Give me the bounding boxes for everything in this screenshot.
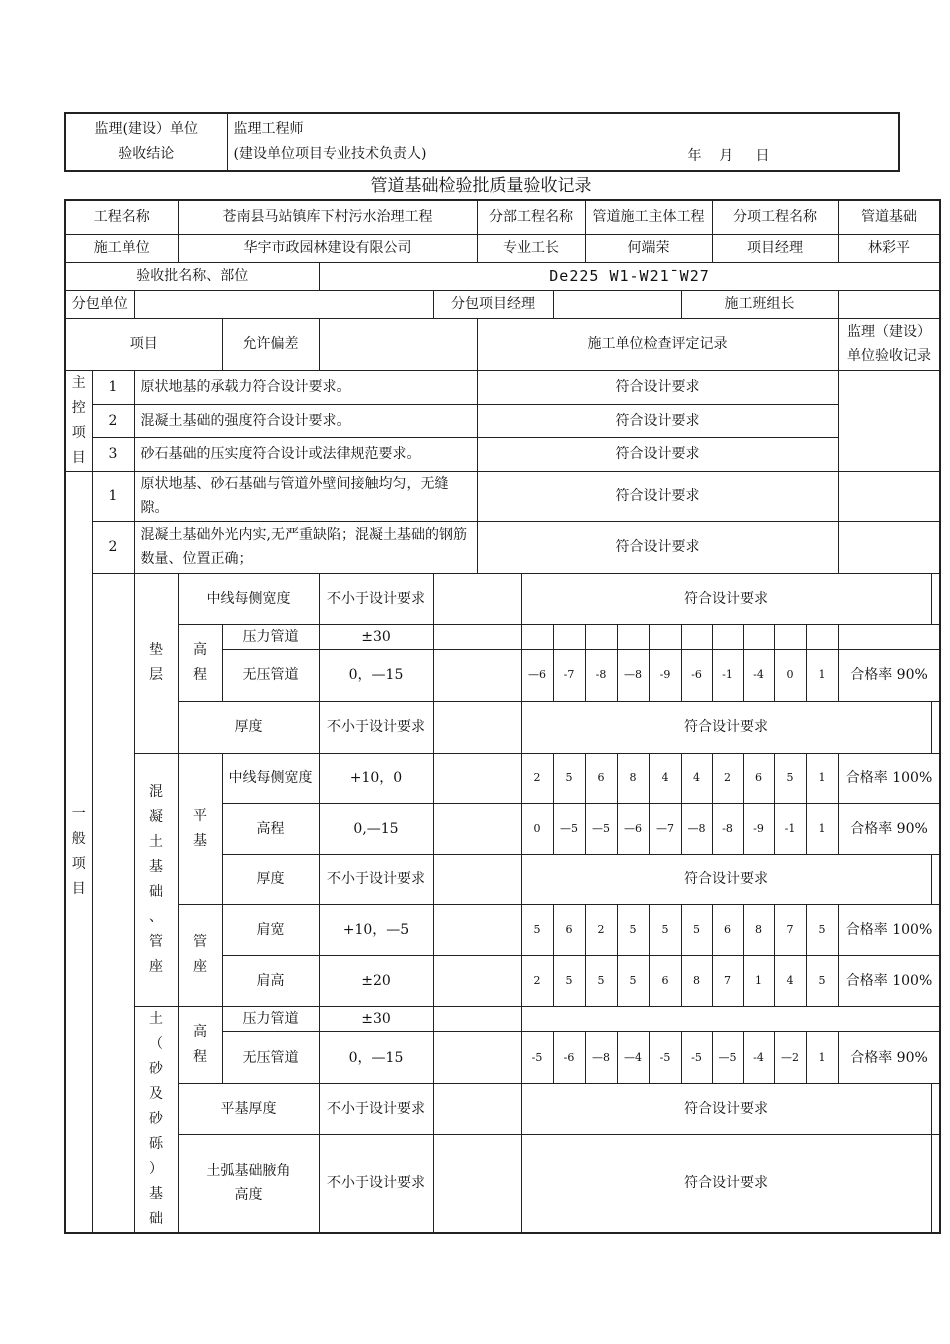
value-cell: -9 — [743, 803, 774, 854]
value-cell: 2 — [521, 955, 553, 1006]
sub-manager-label: 分包项目经理 — [433, 290, 553, 318]
value-cell: 5 — [553, 955, 585, 1006]
sub-manager-value — [553, 290, 681, 318]
cushion-char: 层 — [149, 667, 163, 683]
page-title: 管道基础检验批质量验收记录 — [370, 176, 592, 196]
row-supervision — [931, 573, 940, 624]
elev-char: 高 — [193, 641, 207, 658]
row-tol-blank — [433, 1134, 521, 1232]
value-cell — [806, 624, 838, 649]
row-tol-blank — [433, 803, 521, 854]
pass-rate: 合格率 90% — [838, 803, 940, 854]
concrete-shoulder-width-row — [65, 904, 940, 955]
row-tol-blank — [433, 1084, 521, 1135]
row-tol-blank — [433, 1006, 521, 1031]
soil-char: 基 — [149, 1185, 163, 1202]
row-result: 符合设计要求 — [521, 701, 931, 753]
header-row-project — [65, 200, 940, 234]
row-tol: 不小于设计要求 — [319, 573, 433, 624]
value-blank — [521, 1006, 838, 1031]
elev-char: 程 — [193, 1048, 207, 1065]
value-cell: -4 — [743, 649, 774, 701]
row-name: 高程 — [222, 803, 319, 854]
value-cell — [681, 624, 712, 649]
pass-rate: 合格率 100% — [838, 904, 940, 955]
general-supervision — [838, 521, 940, 573]
concrete-label — [134, 753, 178, 1006]
value-cell: —8 — [681, 803, 712, 854]
soil-char: （ — [149, 1035, 163, 1052]
value-cell: -8 — [585, 649, 617, 701]
col-check-record: 施工单位检查评定记录 — [477, 318, 838, 370]
seat-char: 座 — [193, 959, 207, 975]
pass-rate: 合格率 100% — [838, 955, 940, 1006]
soil-flat-thickness-row — [65, 1084, 940, 1135]
manager-label: 项目经理 — [712, 234, 838, 262]
value-cell: 5 — [774, 753, 806, 803]
row-tol-blank — [433, 1031, 521, 1084]
row-result: 符合设计要求 — [521, 854, 931, 904]
general-char: 一 — [71, 805, 86, 822]
value-cell: 5 — [585, 955, 617, 1006]
main-row-1 — [65, 370, 940, 404]
row-tol-blank — [433, 753, 521, 803]
sign-unit-label-line1: 监理(建设）单位 — [94, 121, 198, 137]
value-cell: 1 — [806, 803, 838, 854]
row-tol-blank — [433, 904, 521, 955]
soil-char: 砂 — [149, 1060, 163, 1077]
subcontractor-value — [134, 290, 433, 318]
value-cell: 1 — [806, 649, 838, 701]
item-project: 管道基础 — [838, 200, 940, 234]
row-result: 符合设计要求 — [521, 573, 931, 624]
row-name: 压力管道 — [222, 1006, 319, 1031]
general-char: 般 — [71, 830, 86, 847]
batch-value: De225 W1-W21¯W27 — [319, 262, 940, 290]
value-cell: 5 — [521, 904, 553, 955]
elev-char: 高 — [193, 1023, 207, 1040]
foreman: 何端荣 — [585, 234, 712, 262]
row-name: 压力管道 — [222, 624, 319, 649]
value-cell — [743, 624, 774, 649]
value-cell: 7 — [774, 904, 806, 955]
seat-label — [178, 904, 222, 1006]
main-control-char: 控 — [71, 399, 86, 416]
soil-char: 及 — [149, 1085, 163, 1102]
concrete-char: 土 — [149, 833, 163, 850]
value-cell — [553, 624, 585, 649]
value-cell: 6 — [712, 904, 743, 955]
item-text: 混凝土基础外光内实,无严重缺陷；混凝土基础的钢筋数量、位置正确； — [134, 521, 477, 573]
value-cell: -6 — [681, 649, 712, 701]
value-cell: -8 — [712, 803, 743, 854]
main-control-label — [65, 370, 92, 471]
item-text: 原状地基的承载力符合设计要求。 — [134, 370, 477, 404]
soil-char: 砂 — [149, 1110, 163, 1127]
row-name: 厚度 — [222, 854, 319, 904]
value-cell: 1 — [806, 753, 838, 803]
sign-unit-label — [65, 113, 227, 171]
value-cell: 0 — [774, 649, 806, 701]
soil-char: 土 — [149, 1010, 163, 1027]
item-text: 砂石基础的压实度符合设计或法律规范要求。 — [134, 437, 477, 471]
row-name: 土弧基础腋角高度 — [178, 1134, 319, 1232]
value-cell: —7 — [649, 803, 681, 854]
row-tol: 不小于设计要求 — [319, 701, 433, 753]
concrete-char: 座 — [149, 958, 163, 975]
cushion-char: 垫 — [149, 642, 163, 658]
concrete-char: 凝 — [149, 808, 163, 825]
value-cell: -1 — [712, 649, 743, 701]
general-sub-blank — [92, 573, 134, 1233]
item-result: 符合设计要求 — [477, 370, 838, 404]
value-cell — [712, 624, 743, 649]
row-tol: 不小于设计要求 — [319, 1134, 433, 1232]
row-tol-blank — [433, 573, 521, 624]
pass-rate: 合格率 100% — [838, 753, 940, 803]
value-cell: 5 — [553, 753, 585, 803]
value-cell: -5 — [681, 1031, 712, 1084]
team-leader-label: 施工班组长 — [681, 290, 838, 318]
value-cell: —4 — [617, 1031, 649, 1084]
project-name: 苍南县马站镇库下村污水治理工程 — [178, 200, 477, 234]
col-tolerance-blank — [319, 318, 477, 370]
row-tol: 0,—15 — [319, 803, 433, 854]
row-tol: 0，—15 — [319, 649, 433, 701]
value-cell: -1 — [774, 803, 806, 854]
value-cell — [774, 624, 806, 649]
value-cell: 1 — [743, 955, 774, 1006]
row-name: 中线每侧宽度 — [222, 753, 319, 803]
item-result: 符合设计要求 — [477, 404, 838, 437]
concrete-char: 管 — [149, 933, 163, 950]
value-cell: 6 — [553, 904, 585, 955]
sign-content — [227, 113, 899, 171]
row-supervision — [838, 624, 940, 649]
value-cell: 5 — [617, 955, 649, 1006]
value-cell: 5 — [617, 904, 649, 955]
owner-label: (建设单位项目专业技术负责人) — [233, 146, 427, 162]
value-cell: 6 — [649, 955, 681, 1006]
item-no: 2 — [92, 521, 134, 573]
subcontractor-label: 分包单位 — [65, 290, 134, 318]
row-name: 中线每侧宽度 — [178, 573, 319, 624]
value-cell: 8 — [617, 753, 649, 803]
sub-project-label: 分部工程名称 — [477, 200, 585, 234]
value-cell: 7 — [712, 955, 743, 1006]
sub-project: 管道施工主体工程 — [585, 200, 712, 234]
col-supervision-line1: 监理（建设） — [847, 324, 932, 340]
concrete-char: 基 — [149, 858, 163, 875]
item-no: 1 — [92, 370, 134, 404]
value-cell: —2 — [774, 1031, 806, 1084]
value-cell: -5 — [649, 1031, 681, 1084]
contractor-label: 施工单位 — [65, 234, 178, 262]
elev-label — [178, 1006, 222, 1084]
value-cell: —5 — [712, 1031, 743, 1084]
flat-char: 基 — [193, 832, 207, 849]
soil-char: ） — [149, 1160, 163, 1177]
date-label: 年 月 日 — [687, 148, 770, 164]
value-cell: 2 — [521, 753, 553, 803]
row-supervision — [838, 1006, 940, 1031]
value-cell: 2 — [585, 904, 617, 955]
main-row-2 — [65, 404, 940, 437]
value-cell: 4 — [649, 753, 681, 803]
general-char: 目 — [71, 880, 86, 897]
value-cell: 5 — [806, 955, 838, 1006]
value-cell: 4 — [774, 955, 806, 1006]
column-header-row — [65, 318, 940, 370]
sign-block-table — [64, 112, 900, 172]
record-table — [64, 199, 941, 1234]
row-supervision — [931, 1134, 940, 1232]
value-cell: —5 — [585, 803, 617, 854]
flat-label — [178, 753, 222, 904]
concrete-char: 础 — [149, 883, 163, 900]
row-name: 平基厚度 — [178, 1084, 319, 1135]
soil-char: 础 — [149, 1210, 163, 1227]
cushion-label — [134, 573, 178, 753]
value-cell: -4 — [743, 1031, 774, 1084]
team-leader-value — [838, 290, 940, 318]
main-control-char: 主 — [71, 374, 86, 391]
value-cell: 8 — [743, 904, 774, 955]
value-cell: 1 — [806, 1031, 838, 1084]
main-control-char: 项 — [71, 424, 86, 441]
main-row-3 — [65, 437, 940, 471]
main-control-char: 目 — [71, 449, 86, 466]
value-cell: 5 — [806, 904, 838, 955]
contractor: 华宇市政园林建设有限公司 — [178, 234, 477, 262]
row-tol: ±30 — [319, 1006, 433, 1031]
col-supervision-line2: 单位验收记录 — [847, 348, 932, 364]
header-row-contractor — [65, 234, 940, 262]
soil-char: 砾 — [149, 1135, 163, 1152]
value-cell — [585, 624, 617, 649]
soil-label — [134, 1006, 178, 1233]
general-row-2 — [65, 521, 940, 573]
row-supervision — [931, 854, 940, 904]
value-cell: 8 — [681, 955, 712, 1006]
value-cell: —6 — [617, 803, 649, 854]
row-tol: 不小于设计要求 — [319, 1084, 433, 1135]
general-label — [65, 471, 92, 1233]
row-supervision — [931, 701, 940, 753]
value-cell: —8 — [617, 649, 649, 701]
row-tol: +10，—5 — [319, 904, 433, 955]
value-cell: —8 — [585, 1031, 617, 1084]
row-tol-blank — [433, 649, 521, 701]
item-text: 混凝土基础的强度符合设计要求。 — [134, 404, 477, 437]
value-cell — [649, 624, 681, 649]
header-row-sub — [65, 290, 940, 318]
pass-rate: 合格率 90% — [838, 1031, 940, 1084]
engineer-label: 监理工程师 — [233, 121, 304, 137]
item-result: 符合设计要求 — [477, 521, 838, 573]
row-tol: ±30 — [319, 624, 433, 649]
row-name: 无压管道 — [222, 1031, 319, 1084]
sign-unit-label-line2: 验收结论 — [118, 146, 175, 162]
general-supervision — [838, 471, 940, 521]
main-control-supervision — [838, 370, 940, 471]
col-supervision — [838, 318, 940, 370]
cushion-thickness-row — [65, 701, 940, 753]
value-cell: 5 — [649, 904, 681, 955]
row-name: 肩高 — [222, 955, 319, 1006]
batch-label: 验收批名称、部位 — [65, 262, 319, 290]
row-tol-blank — [433, 955, 521, 1006]
value-cell: -5 — [521, 1031, 553, 1084]
soil-pressure-row — [65, 1006, 940, 1031]
value-cell: 6 — [585, 753, 617, 803]
value-cell: -6 — [553, 1031, 585, 1084]
concrete-centerline-row — [65, 753, 940, 803]
row-tol-blank — [433, 624, 521, 649]
row-tol-blank — [433, 701, 521, 753]
row-supervision — [931, 1084, 940, 1135]
pass-rate: 合格率 90% — [838, 649, 940, 701]
row-result: 符合设计要求 — [521, 1134, 931, 1232]
seat-char: 管 — [193, 934, 207, 950]
item-text: 原状地基、砂石基础与管道外壁间接触均匀，无缝隙。 — [134, 471, 477, 521]
value-cell — [617, 624, 649, 649]
col-item: 项目 — [65, 318, 222, 370]
item-no: 3 — [92, 437, 134, 471]
item-no: 2 — [92, 404, 134, 437]
general-row-1 — [65, 471, 940, 521]
row-tol: ±20 — [319, 955, 433, 1006]
row-tol: 0，—15 — [319, 1031, 433, 1084]
value-cell: 2 — [712, 753, 743, 803]
foreman-label: 专业工长 — [477, 234, 585, 262]
cushion-centerline-row — [65, 573, 940, 624]
flat-char: 平 — [193, 807, 207, 824]
value-cell: 0 — [521, 803, 553, 854]
manager: 林彩平 — [838, 234, 940, 262]
row-tol: +10，0 — [319, 753, 433, 803]
value-cell: —6 — [521, 649, 553, 701]
row-tol-blank — [433, 854, 521, 904]
row-result: 符合设计要求 — [521, 1084, 931, 1135]
concrete-char: 、 — [149, 908, 163, 925]
value-cell: 6 — [743, 753, 774, 803]
item-result: 符合设计要求 — [477, 471, 838, 521]
item-no: 1 — [92, 471, 134, 521]
item-result: 符合设计要求 — [477, 437, 838, 471]
value-cell: -9 — [649, 649, 681, 701]
value-cell: 5 — [681, 904, 712, 955]
general-char: 项 — [71, 855, 86, 872]
row-name: 厚度 — [178, 701, 319, 753]
cushion-pressure-row — [65, 624, 940, 649]
value-cell — [521, 624, 553, 649]
header-row-batch — [65, 262, 940, 290]
item-project-label: 分项工程名称 — [712, 200, 838, 234]
col-tolerance: 允许偏差 — [222, 318, 319, 370]
elev-label — [178, 624, 222, 701]
concrete-char: 混 — [149, 783, 163, 800]
value-cell: 4 — [681, 753, 712, 803]
row-name: 肩宽 — [222, 904, 319, 955]
elev-char: 程 — [193, 666, 207, 683]
row-tol: 不小于设计要求 — [319, 854, 433, 904]
soil-arc-height-row — [65, 1134, 940, 1232]
project-name-label: 工程名称 — [65, 200, 178, 234]
row-name: 无压管道 — [222, 649, 319, 701]
value-cell: -7 — [553, 649, 585, 701]
value-cell: —5 — [553, 803, 585, 854]
